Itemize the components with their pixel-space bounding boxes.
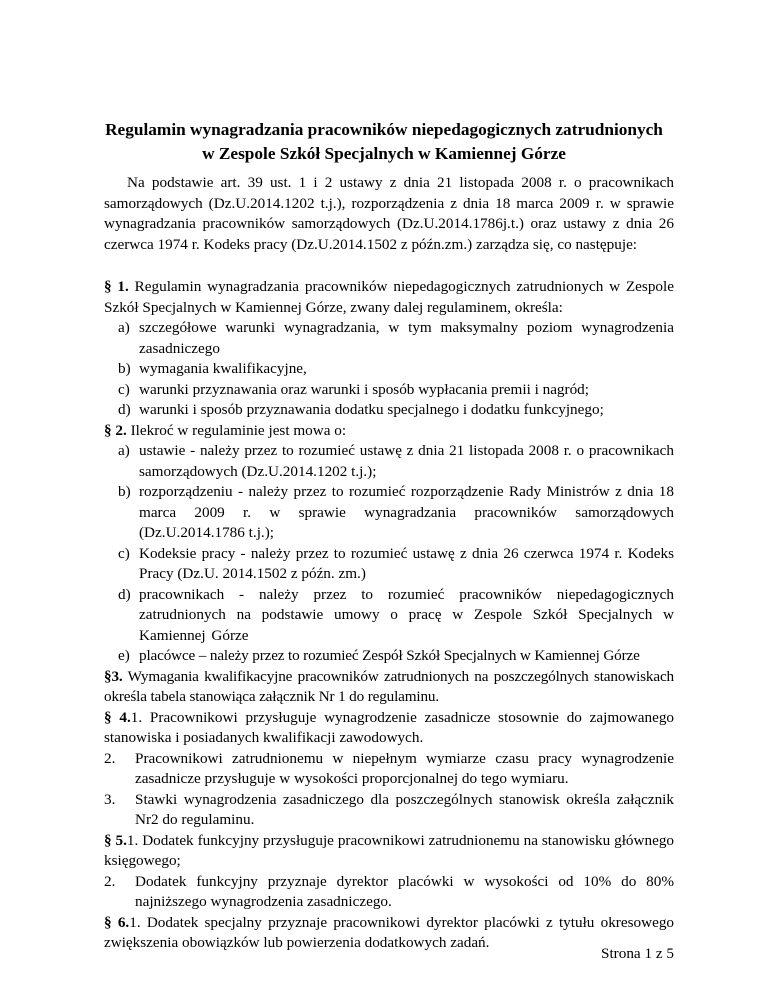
section-3-mark: §3. — [104, 667, 123, 685]
list-item — [104, 790, 674, 831]
list-marker: b) — [118, 483, 131, 500]
list-item — [104, 646, 674, 667]
list-item-text: szczegółowe warunki wynagradzania, w tym maksymalny poziom wynagrodzenia zasadniczego — [139, 319, 674, 357]
list-item-text: ustawie - należy przez to rozumieć ustawę z dnia 21 listopada 2008 r. o pracownikach samorządowych (Dz.U.2014.1202 t.j.); — [139, 442, 674, 480]
list-item-text: warunki przyznawania oraz warunki i sposób wypłacania premii i nagród; — [139, 380, 589, 398]
section-1-mark: § 1. — [104, 278, 129, 295]
section-5-mark: § 5. — [104, 831, 127, 849]
section-6 — [104, 913, 674, 954]
section-2-list — [104, 441, 674, 667]
section-4 — [104, 708, 674, 749]
section-1-text: Regulamin wynagradzania pracowników niepedagogicznych zatrudnionych w Zespole Szkół Specjalnych w Kamiennej Górze, zwany dalej regulaminem, określa: — [104, 278, 674, 316]
section-3-text: Wymagania kwalifikacyjne pracowników zatrudnionych na poszczególnych stanowiskach określa tabela stanowiąca załącznik Nr 1 do regulaminu. — [104, 667, 674, 705]
section-2 — [104, 421, 674, 442]
list-item-text: wymagania kwalifikacyjne, — [139, 360, 307, 377]
document-body — [104, 173, 674, 954]
list-marker: a) — [118, 442, 130, 459]
list-item-text: Kodeksie pracy - należy przez to rozumieć ustawę z dnia 26 czerwca 1974 r. Kodeks Pracy (Dz.U. 2014.1502 z późn. zm.) — [139, 544, 674, 582]
section-1 — [104, 277, 674, 318]
list-item — [104, 482, 674, 544]
section-5 — [104, 831, 674, 872]
list-marker: a) — [118, 319, 130, 336]
list-item — [104, 380, 674, 401]
list-item-text: Stawki wynagrodzenia zasadniczego dla poszczególnych stanowisk określa załącznik Nr2 do regulaminu. — [135, 790, 674, 828]
list-item-text: placówce – należy przez to rozumieć Zespół Szkół Specjalnych w Kamiennej Górze — [139, 647, 640, 664]
list-item — [104, 872, 674, 913]
list-item — [104, 318, 674, 359]
title-line-2: w Zespole Szkół Specjalnych w Kamiennej Górze — [202, 144, 566, 163]
list-item-text: rozporządzeniu - należy przez to rozumieć rozporządzenie Rady Ministrów z dnia 18 marca 2009 r. w sprawie wynagradzania pracowników samorządowych (Dz.U.2014.1786 t.j.); — [139, 483, 674, 541]
list-marker: d) — [118, 401, 131, 418]
list-marker: 2. — [104, 749, 116, 767]
list-marker: c) — [118, 380, 130, 398]
list-marker: 3. — [104, 790, 116, 808]
list-item — [104, 749, 674, 790]
list-marker: 2. — [104, 872, 116, 890]
list-item-text: warunki i sposób przyznawania dodatku specjalnego i dodatku funkcyjnego; — [139, 401, 604, 418]
list-item — [104, 544, 674, 585]
section-3 — [104, 667, 674, 708]
section-6-text: 1. Dodatek specjalny przyznaje pracownikowi dyrektor placówki z tytułu okresowego zwiększenia obowiązków lub powierzenia dodatkowych zadań. — [104, 913, 675, 951]
list-item — [104, 585, 674, 647]
list-item-text: pracownikach - należy przez to rozumieć pracowników niepedagogicznych zatrudnionych na podstawie umowy o pracę w Zespole Szkół Specjalnych w Kamiennej Górze — [139, 585, 674, 644]
section-6-mark: § 6. — [104, 913, 130, 931]
list-item — [104, 441, 674, 482]
list-marker: b) — [118, 360, 131, 377]
section-5-list — [104, 872, 674, 913]
list-item — [104, 400, 674, 421]
page-number: Strona 1 z 5 — [601, 945, 674, 962]
section-4-text: 1. Pracownikowi przysługuje wynagrodzenie zasadnicze stosownie do zajmowanego stanowiska i posiadanych kwalifikacji zawodowych. — [104, 708, 675, 746]
list-marker: d) — [118, 585, 131, 603]
section-1-list — [104, 318, 674, 421]
document-title — [80, 118, 688, 166]
section-4-list — [104, 749, 674, 831]
title-line-1: Regulamin wynagradzania pracowników niepedagogicznych zatrudnionych — [105, 120, 663, 139]
list-item-text: Dodatek funkcyjny przyznaje dyrektor placówki w wysokości od 10% do 80% najniższego wynagrodzenia zasadniczego. — [135, 872, 674, 910]
section-4-mark: § 4. — [104, 708, 131, 726]
section-5-text: 1. Dodatek funkcyjny przysługuje pracownikowi zatrudnionemu na stanowisku głównego księgowego; — [104, 831, 675, 869]
section-2-mark: § 2. — [104, 421, 127, 439]
list-item-text: Pracownikowi zatrudnionemu w niepełnym wymiarze czasu pracy wynagrodzenie zasadnicze przysługuje w wysokości proporcjonalnej do tego wymiaru. — [135, 749, 674, 787]
list-marker: c) — [118, 544, 130, 562]
list-marker: e) — [118, 647, 130, 664]
list-item — [104, 359, 674, 380]
section-2-text: Ilekroć w regulaminie jest mowa o: — [126, 421, 347, 439]
intro-paragraph: Na podstawie art. 39 ust. 1 i 2 ustawy z dnia 21 listopada 2008 r. o pracownikach samorządowych (Dz.U.2014.1202 t.j.), rozporządzenia z dnia 18 marca 2009 r. w sprawie wynagradzania pracowników samorządowych (Dz.U.2014.1786j.t.) oraz ustawy z dnia 26 czerwca 1974 r. Kodeks pracy (Dz.U.2014.1502 z późn.zm.) zarządza się, co następuje: — [104, 174, 674, 253]
